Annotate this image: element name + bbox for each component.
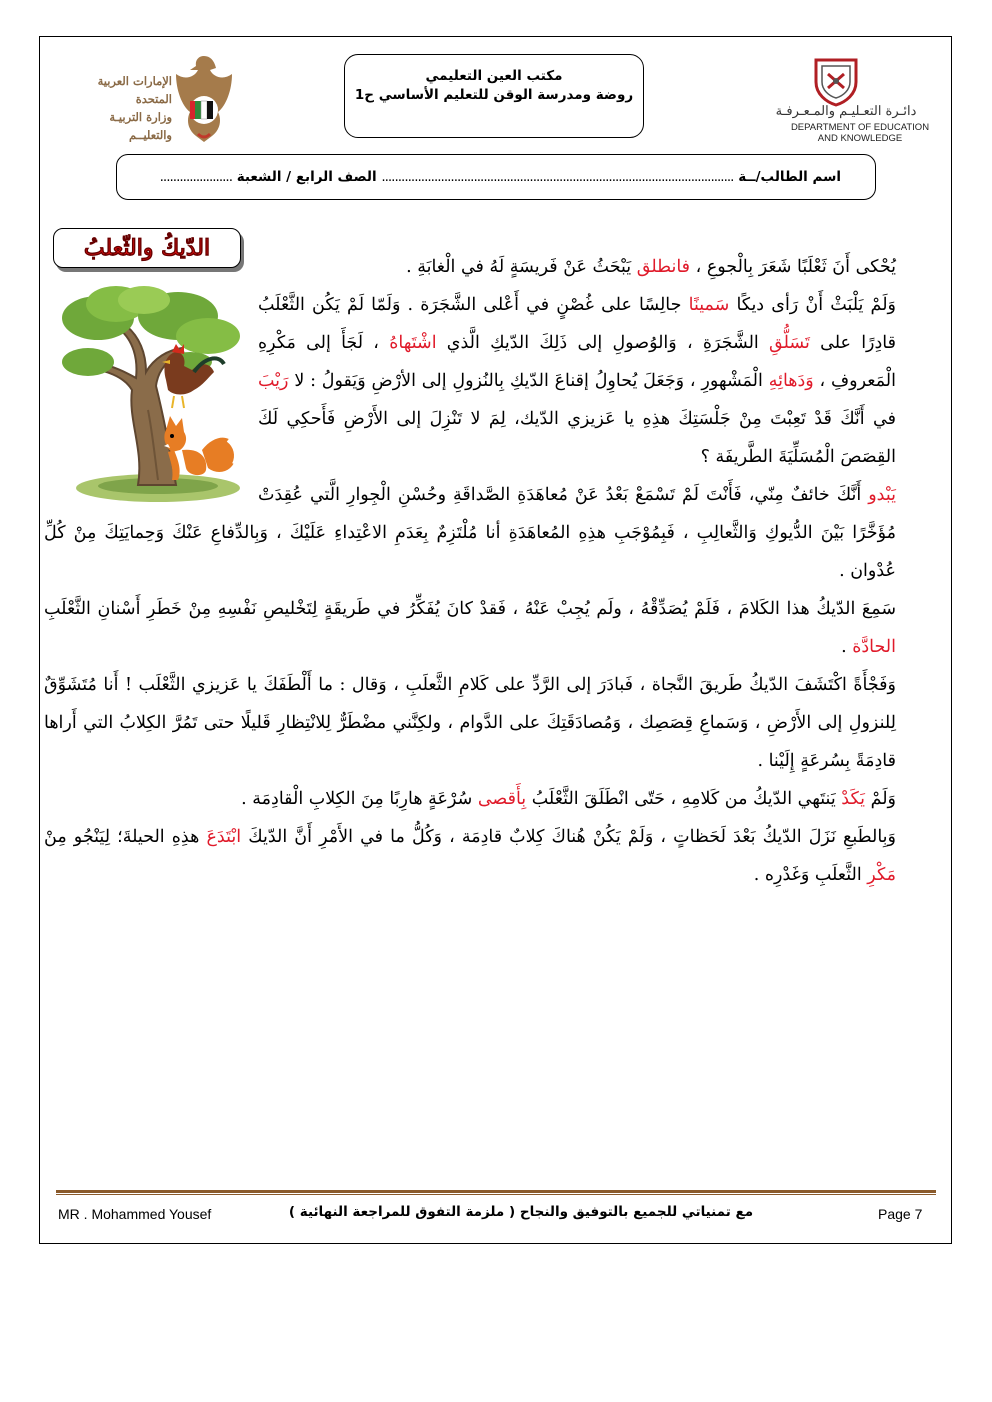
footer-divider: [56, 1190, 936, 1195]
highlighted-word: بِأَقصى: [477, 789, 527, 809]
moe-name-line-2: وزارة التربيـة والتعليــم: [109, 110, 172, 142]
highlighted-word: الحادَّة: [852, 637, 896, 657]
story-text: في أَنَّكَ قَدْ تَعِبْتَ مِنْ جَلْسَتِكَ هذِهِ يا عَزيزي الدّيك، لِمَ لا تَنْزِلَ إلى الأَرْضِ فَأَحكِي لَكَ القِصَصَ الْمُسَلِّيَةَ الطَّريفَة ؟: [258, 409, 896, 467]
highlighted-word: اشْتَهاهُ: [389, 333, 437, 353]
story-text: جالِسًا على غُصْنٍ في أَعْلى الشَّجَرَة . وَلَمّا لَمْ يَكُن الثَّعْلَبُ قادِرًا على: [258, 295, 896, 353]
story-text: سُرْعَةٍ هارِبًا مِنَ الكِلابِ الْقادِمَة .: [241, 789, 478, 809]
story-text: ، لَجَأَ إلى مَكْرِهِ الْمَعروفِ ،: [258, 333, 897, 391]
school-header-box: [344, 54, 644, 138]
adek-name-en-line-1: DEPARTMENT OF EDUCATION: [790, 122, 930, 133]
story-paragraph-5: [44, 666, 896, 780]
highlighted-word: تَسَلُّقِ: [769, 333, 810, 353]
student-name-field[interactable]: ...........................................................................................................: [381, 169, 734, 185]
story-text: وَبِالطَبعِ نَزَلَ الدّيكُ بَعْدَ لَحَظاتٍ ، وَلَمْ يَكُنْ هُناكَ كِلابٌ قادِمَة ، وَكُلُّ ما في الأَمْرِ أَنَّ الدّيكَ: [241, 827, 896, 847]
highlighted-word: رَيْبَ: [258, 371, 289, 391]
story-paragraph-6: [44, 780, 896, 818]
story-paragraph-7: [44, 818, 896, 894]
moe-name-line-1: الإمارات العربية المتحدة: [97, 74, 172, 106]
story-paragraph-4: [44, 590, 896, 666]
highlighted-word: يَبْدو: [868, 485, 896, 505]
story-body: [44, 248, 896, 894]
story-text: أَنَّكَ خائفٌ مِنّي، فَأَنْتَ لَمْ تَسْمَعْ بَعْدُ عَنْ مُعاهَدَةِ الصَّداقَةِ وحُسْنِ الْجِوارِ الَّتي عُقِدَتْ مُؤَخَّرًا بَيْنَ الدُّيوكِ وَالثَّعالِبِ ، فَبِمُوْجَبِ هذِهِ المُعاهَدَةِ أنا مُلْتَزِمٌ بِعَدَمِ الاعْتِداءِ عَلَيْكَ ، وَبِالدِّفاعِ عَنْكَ وَحِمايَتِكَ مِنْ كُلِّ عُدْوان .: [44, 485, 896, 581]
uae-falcon-emblem-icon: [168, 50, 240, 146]
story-text: وَلَمْ يَلْبَثْ أَنْ رَأى ديكًا: [729, 295, 896, 315]
story-title: الدّيكُ والثّعلبُ: [83, 235, 211, 261]
story-text: الشَّجَرَةِ ، وَالوُصولِ إلى ذَلِكَ الدّيكِ الَّذي: [436, 333, 770, 353]
story-text: .: [841, 637, 853, 657]
highlighted-word: مَكْرِ: [867, 865, 896, 885]
page-number: Page 7: [878, 1206, 923, 1222]
story-text: وَفَجْأَةً اكْتَشَفَ الدّيكُ طَريقَ النَّجاة ، فَبادَرَ إلى الرَّدِّ على كَلامِ الثَّعلَبِ ، وَقال : ما أَلْطَفَكَ يا عَزيزي الثَّعْلَب ! أَنا مُتَشَوِّقٌ لِلنزولِ إلى الأَرْضِ ، وَسَماعِ قِصَصِك ، وَمُصادَقَتِكَ على الدَّوام ، ولكِنَّني مضْطَرٌّ لِلانْتِظارِ قَليلًا حتى تَمُرَّ الكِلابُ التي أَراها قادِمَةً بِسُرعَةٍ إِلَيْنا .: [44, 675, 896, 771]
adek-name-en-line-2: AND KNOWLEDGE: [817, 133, 903, 144]
story-text: الثَّعلَبِ وَغَدْرِه .: [753, 865, 868, 885]
student-name-label: اسم الطالب/ــة: [738, 169, 841, 185]
story-text: يَنتَهي الدّيكُ من كَلامِهِ ، حَتّى انْطَلَقَ الثَّعْلَبُ: [526, 789, 842, 809]
adek-emblem-icon: [808, 52, 864, 108]
student-info-box: [116, 154, 876, 200]
adek-name-ar: دائـرة التعـليـم والمـعـرفـة: [775, 104, 917, 119]
story-text: هذِهِ الحيلةَ؛ لِيَنْجُو مِنْ: [44, 827, 207, 847]
footer-message: مع تمنياتي للجميع بالتوفيق والنجاح ( ملزمة التفوق للمراجعة النهائية ): [288, 1204, 754, 1220]
adek-name-en: [780, 122, 940, 144]
highlighted-word: ابْتَدَعَ: [206, 827, 242, 847]
moe-name: [64, 72, 172, 144]
highlighted-word: يَكَدْ: [841, 789, 865, 809]
school-name: روضة ومدرسة الوقن للتعليم الأساسي ح1: [354, 87, 634, 103]
story-text: وَلَمْ: [865, 789, 896, 809]
grade-label: الصف الرابع / الشعبة: [236, 169, 377, 185]
illustration-space: [44, 248, 258, 506]
highlighted-word: فانطلق: [636, 257, 691, 277]
story-text: يَبْحَثُ عَنْ فَريسَةٍ لَهُ في الْغابَةِ .: [406, 257, 637, 277]
highlighted-word: وَدَهائِهِ: [768, 371, 814, 391]
story-text: سَمِعَ الدّيكُ هذا الكَلامَ ، فَلَمْ يُصَدِّقْهُ ، ولَم يُجِبْ عَنْهُ ، فَقدْ كانَ يُفَكِّرُ في طَريقَةٍ لِتَخْليصِ نَفْسِهِ مِنْ خَطَرِ أَسْنانِ الثَّعْلَبِ: [44, 599, 896, 619]
story-text: الْمَشْهورِ ، وَجَعَلَ يُحاوِلُ إقناعَ الدّيكِ بِالنُزولِ إلى الأرْضِ وَيَقولُ : لا: [288, 371, 769, 391]
office-name: مكتب العين التعليمي: [425, 68, 563, 84]
section-field[interactable]: ......................: [159, 169, 233, 185]
highlighted-word: سَمينًا: [688, 295, 730, 315]
story-text: يُحْكى أَنَ ثَعْلَبًا شَعَرَ بِالْجوعِ ،: [690, 257, 896, 277]
footer-author: MR . Mohammed Yousef: [58, 1206, 212, 1222]
